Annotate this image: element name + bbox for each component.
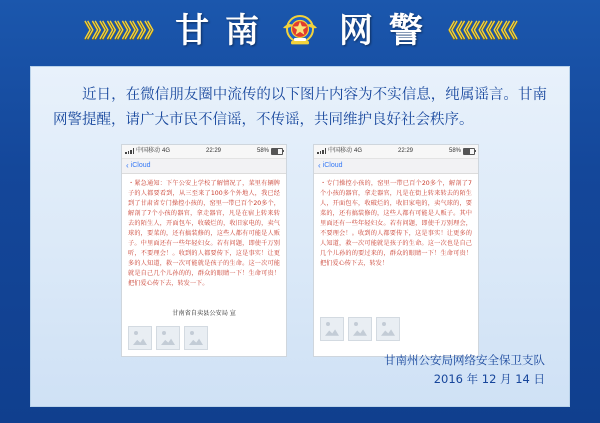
chevrons-right-decoration: 《《《《《《《《《 (438, 20, 516, 42)
rumor-text: ・专门操控小孩的，窑里一带已百个20多个，解剖了7个小孩的器官，拿走器官，凡是在街上转来转去的陌生人，开面包车，收破烂的，收旧家电的，卖气球的，要菜的，还有搞装修的，这些人都有可能是人贩子。其中里面还有一些年轻妇女。若有问题，即使千万别理会，不要理会！。收到的人都要传下，这是事实！让更多的人知道，救一次可能就是孩子的生命。这一次也是自己几个儿孙的的要过来的，群众的眼睛一下！生命可贵！把们爱心传下去，转发！ (320, 179, 472, 268)
phone-status-bar (314, 145, 478, 159)
status-right (449, 148, 475, 155)
issuer-name: 甘南州公安局网络安全保卫支队 (384, 352, 545, 367)
battery-icon (271, 148, 283, 155)
carrier-label: 中国移动 (328, 148, 353, 155)
screenshot-gallery (53, 144, 547, 357)
status-left (125, 148, 170, 154)
rumor-signature: 甘南省自卖县公安局 宣 (172, 309, 236, 317)
battery-icon (463, 148, 475, 155)
status-left (317, 148, 362, 154)
issuer-block (384, 351, 545, 390)
image-thumbnail-icon[interactable] (128, 326, 152, 350)
rumor-text: ・紧急通知：下午公安上学校了解情况了，菜里有辆牌子的人都要看到，从三至来了100多个外地人，我已经到了甘肃省专门操控小孩的，窑里一带已百个20多个，解剖了7个小孩的器官，拿走器官，凡是在宿上转来转去的陌生人，开面包车，收破烂的，收旧家电的，卖气球的，要菜的，还有搞装修的，这些人都有可能是人贩子。中里面还有一些年轻妇女。若有问题，即使千万别听，不要理会！。收到的人都要传下，这是事实！让更多的人知道，救一次可能就是孩子的生命。这一次可能就是自己几个儿孙的的，群众的眼睛一下！生命可贵！把们爱心传下去，转发一下。 (128, 179, 280, 288)
carrier-label: 中国移动 (136, 148, 161, 155)
phone-status-bar (122, 145, 286, 159)
screenshot-item[interactable] (121, 144, 287, 357)
issue-date: 2016 年 12 月 14 日 (433, 372, 545, 387)
poster-header (0, 0, 600, 62)
chevron-left-icon[interactable]: ‹ (318, 160, 321, 170)
signal-bars-icon (317, 148, 326, 154)
attachment-thumbnails[interactable] (314, 313, 478, 347)
image-thumbnail-icon[interactable] (184, 326, 208, 350)
title-word-right: 网 警 (339, 11, 425, 51)
battery-percent-label: 58% (448, 148, 461, 155)
police-badge-icon (277, 8, 323, 54)
status-right (257, 148, 283, 155)
network-label: 4G (354, 148, 363, 155)
image-thumbnail-icon[interactable] (348, 317, 372, 341)
content-panel (30, 66, 570, 407)
image-thumbnail-icon[interactable] (156, 326, 180, 350)
phone-nav-bar[interactable] (122, 159, 286, 174)
phone-nav-bar[interactable] (314, 159, 478, 174)
attachment-thumbnails[interactable] (122, 322, 286, 356)
clock-label: 22:29 (206, 148, 222, 155)
chevrons-left-decoration: 》》》》》》》》》 (84, 20, 162, 42)
chevron-left-icon[interactable]: ‹ (126, 160, 129, 170)
image-thumbnail-icon[interactable] (320, 317, 344, 341)
image-thumbnail-icon[interactable] (376, 317, 400, 341)
battery-percent-label: 58% (256, 148, 269, 155)
clock-label: 22:29 (398, 148, 414, 155)
nav-label: iCloud (130, 162, 151, 170)
network-label: 4G (162, 148, 171, 155)
announcement-text: 近日，在微信朋友圈中流传的以下图片内容为不实信息，纯属谣言。甘南网警提醒，请广大市民不信谣，不传谣，共同维护良好社会秩序。 (53, 87, 547, 129)
screenshot-item[interactable] (313, 144, 479, 357)
signal-bars-icon (125, 148, 134, 154)
nav-label: iCloud (322, 162, 343, 170)
title-word-left: 甘 南 (175, 11, 261, 51)
